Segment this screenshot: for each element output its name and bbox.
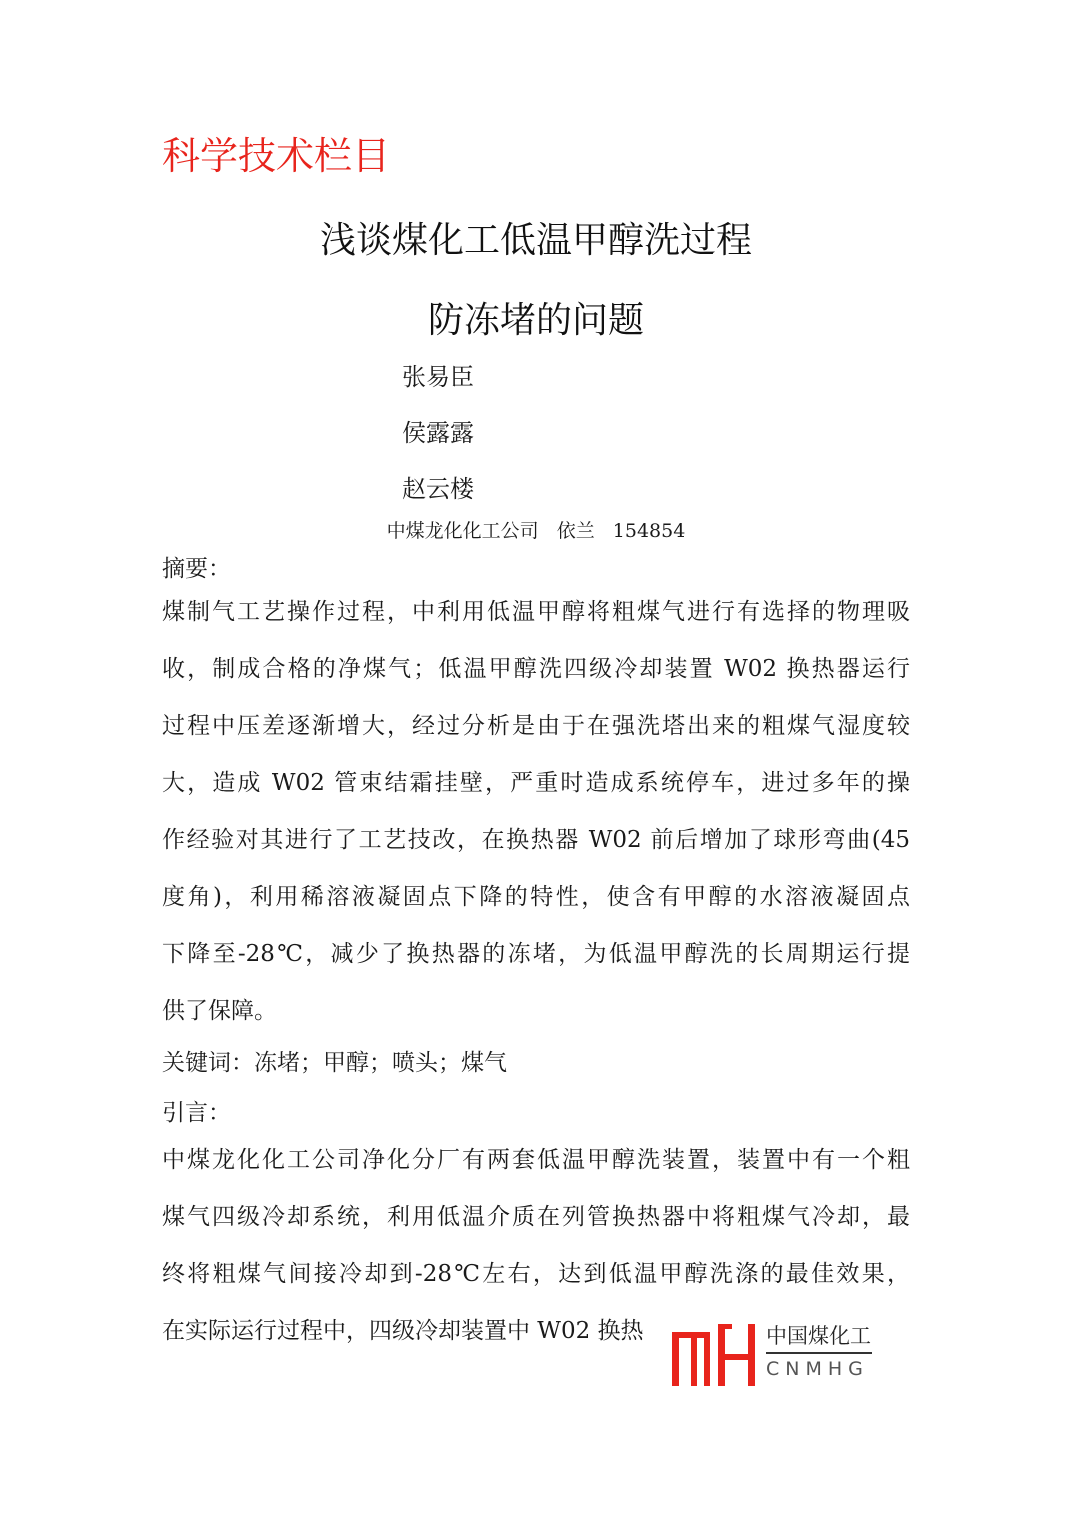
intro-line: 终将粗煤气间接冷却到-28℃左右，达到低温甲醇洗涤的最佳效果， [162, 1261, 910, 1287]
logo-name-en: CNMHG [766, 1358, 869, 1380]
article-title-line-2: 防冻堵的问题 [427, 300, 644, 341]
keywords: 关键词：冻堵；甲醇；喷头；煤气 [162, 1050, 507, 1076]
abstract-line: 度角)，利用稀溶液凝固点下降的特性，使含有甲醇的水溶液凝固点 [162, 884, 910, 910]
abstract-line: 作经验对其进行了工艺技改，在换热器 W02 前后增加了球形弯曲(45 [162, 827, 910, 853]
intro-label: 引言： [162, 1100, 231, 1126]
column-tag: 科学技术栏目 [162, 134, 391, 178]
author-name: 赵云楼 [402, 475, 474, 503]
affiliation-postcode: 154854 [612, 520, 686, 542]
intro-line: 煤气四级冷却系统，利用低温介质在列管换热器中将粗煤气冷却，最 [162, 1204, 910, 1230]
cnmhg-logo [668, 1318, 882, 1388]
abstract-line: 下降至-28℃，减少了换热器的冻堵，为低温甲醇洗的长周期运行提 [162, 941, 910, 967]
abstract-line: 收，制成合格的净煤气；低温甲醇洗四级冷却装置 W02 换热器运行 [162, 656, 910, 682]
mh-logo-icon [672, 1324, 760, 1386]
affiliation [0, 516, 1072, 546]
affiliation-place: 依兰 [556, 520, 595, 542]
abstract-line: 供了保障。 [162, 998, 277, 1024]
abstract-line: 煤制气工艺操作过程，中利用低温甲醇将粗煤气进行有选择的物理吸 [162, 599, 910, 625]
author-name: 张易臣 [402, 363, 474, 391]
intro-line: 在实际运行过程中，四级冷却装置中 W02 换热 [162, 1318, 644, 1344]
abstract-label: 摘要： [162, 556, 231, 582]
affiliation-company: 中煤龙化化工公司 [386, 520, 539, 542]
abstract-line: 大，造成 W02 管束结霜挂壁，严重时造成系统停车，进过多年的操 [162, 770, 910, 796]
logo-divider [766, 1352, 872, 1354]
article-title-line-1: 浅谈煤化工低温甲醇洗过程 [319, 220, 752, 261]
intro-line: 中煤龙化化工公司净化分厂有两套低温甲醇洗装置，装置中有一个粗 [162, 1147, 910, 1173]
logo-name-cn: 中国煤化工 [766, 1324, 871, 1348]
abstract-line: 过程中压差逐渐增大，经过分析是由于在强洗塔出来的粗煤气湿度较 [162, 713, 910, 739]
author-name: 侯露露 [402, 419, 474, 447]
abstract-body [162, 584, 910, 1040]
